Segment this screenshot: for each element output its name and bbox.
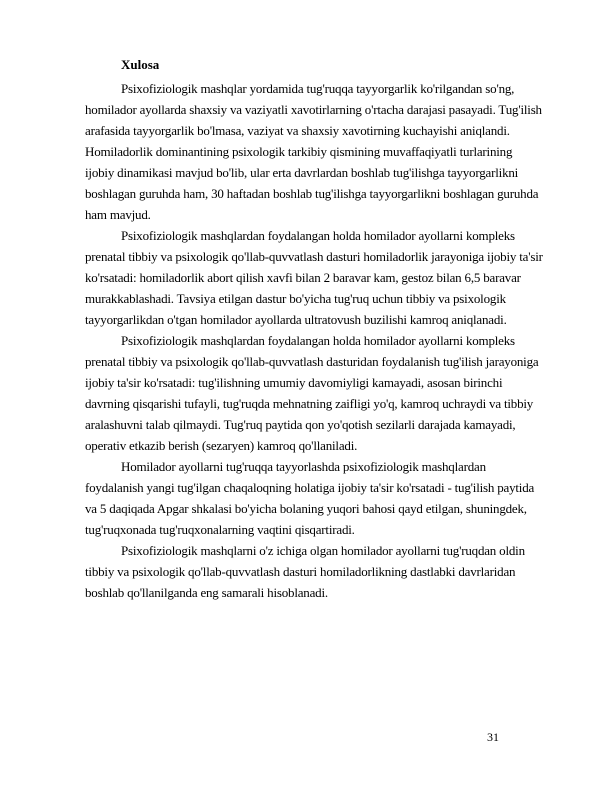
paragraph-1: Psixofiziologik mashqlar yordamida tug'ruqqa tayyorgarlik ko'rilgandan so'ng, homilador ayollarda shaxsiy va vaziyatli xavotirlarning o'rtacha darajasi pasayadi. Tug'ilish arafasida tayyorgarlik bo'lmasa, vaziyat va shaxsiy xavotirning kuchayishi aniqlandi. Homiladorlik dominantining psixologik tarkibiy qismining muvaffaqiyatli turlarining ijobiy dinamikasi mavjud bo'lib, ular erta davrlardan boshlab tug'ilishga tayyorgarlikni boshlagan guruhda ham, 30 haftadan boshlab tug'ilishga tayyorgarlikni boshlagan guruhda ham mavjud. — [85, 81, 542, 222]
paragraph-4: Homilador ayollarni tug'ruqqa tayyorlashda psixofiziologik mashqlardan foydalanish yangi tug'ilgan chaqaloqning holatiga ijobiy ta'sir ko'rsatadi - tug'ilish paytida va 5 daqiqada Apgar shkalasi bo'yicha bolaning yuqori bahosi qayd etilgan, shuningdek, tug'ruqxonada tug'ruqxonalarning vaqtini qisqartiradi. — [85, 459, 535, 537]
paragraph-2: Psixofiziologik mashqlardan foydalangan holda homilador ayollarni kompleks prenatal tibbiy va psixologik qo'llab-quvvatlash dasturi homiladorlik jarayoniga ijobiy ta'sir ko'rsatadi: homiladorlik abort qilish xavfi bilan 2 baravar kam, gestoz bilan 6,5 baravar murakkablashadi. Tavsiya etilgan dastur bo'yicha tug'ruq uchun tibbiy va psixologik tayyorgarlikdan o'tgan homilador ayollarda ultratovush buzilishi kamroq aniqlanadi. — [85, 228, 543, 327]
conclusion-body — [85, 78, 543, 603]
page-number: 31 — [487, 730, 499, 744]
paragraph-3: Psixofiziologik mashqlardan foydalangan holda homilador ayollarni kompleks prenatal tibbiy va psixologik qo'llab-quvvatlash dasturidan foydalanish tug'ilish jarayoniga ijobiy ta'sir ko'rsatadi: tug'ilishning umumiy davomiyligi kamayadi, asosan birinchi davrning qisqarishi tufayli, tug'ruqda mehnatning zaifligi yo'q, kamroq uchraydi va tibbiy aralashuvni talab qilmaydi. Tug'ruq paytida qon yo'qotish sezilarli darajada kamayadi, operativ etkazib berish (sezaryen) kamroq qo'llaniladi. — [85, 333, 539, 453]
section-heading: Xulosa — [121, 57, 160, 72]
paragraph-5: Psixofiziologik mashqlarni o'z ichiga olgan homilador ayollarni tug'ruqdan oldin tibbiy va psixologik qo'llab-quvvatlash dasturi homiladorlikning dastlabki davrlaridan boshlab qo'llanilganda eng samarali hisoblanadi. — [85, 543, 525, 600]
